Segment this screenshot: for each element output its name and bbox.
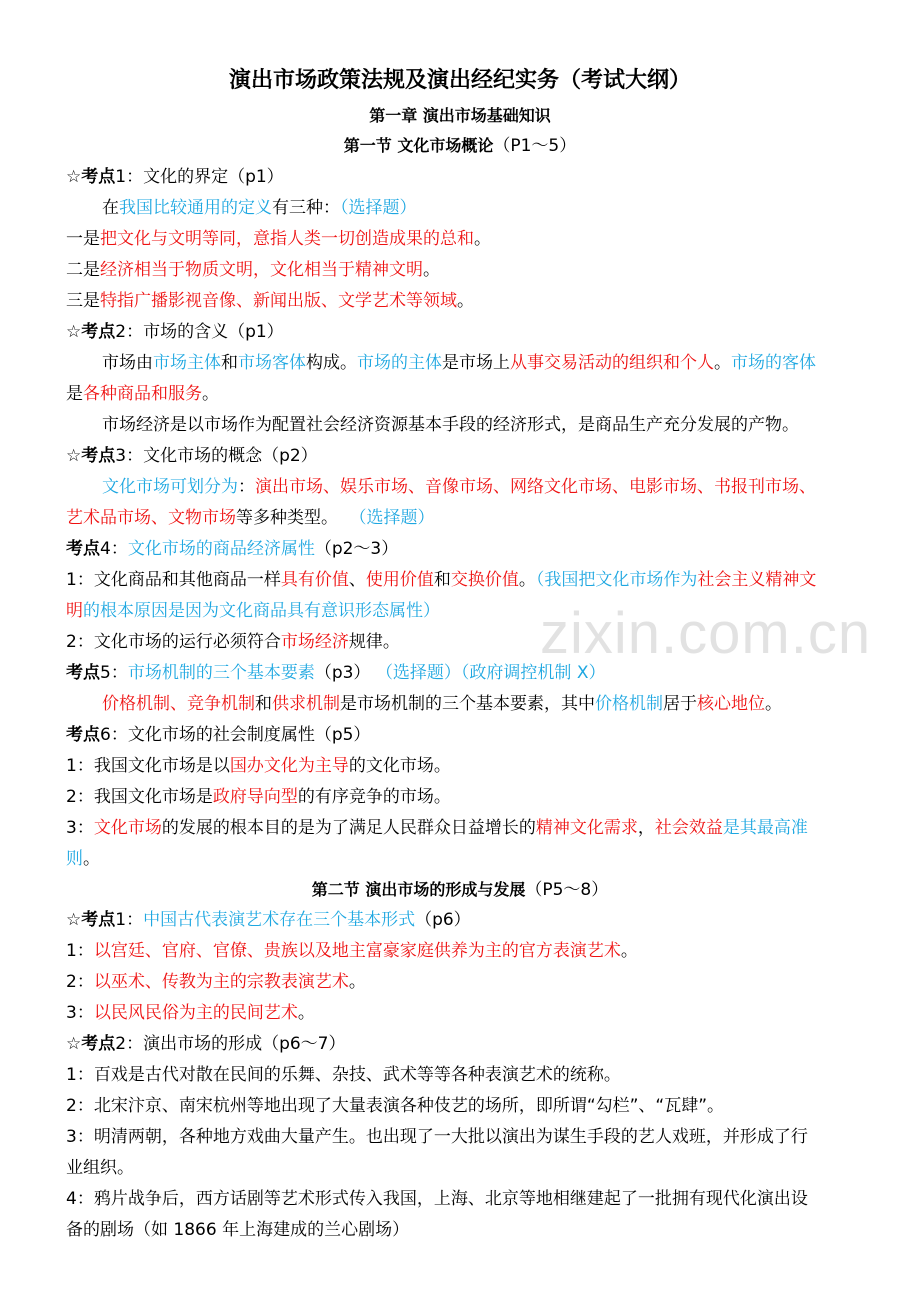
text: 2： — [66, 972, 94, 992]
list-item — [66, 785, 451, 809]
list-item — [66, 289, 474, 313]
text: 。 — [348, 972, 366, 992]
text: 5： — [100, 663, 128, 683]
kaodian-1-4 — [66, 537, 398, 561]
text: （p3） — [314, 663, 371, 683]
star-icon: ☆ — [66, 167, 82, 187]
section-1-heading — [0, 134, 920, 158]
text: 、 — [348, 570, 366, 590]
kaodian-1-6 — [66, 723, 370, 747]
list-item — [66, 754, 451, 778]
text: 的文化市场。 — [348, 756, 451, 776]
highlight-red: 特指广播影视音像、新闻出版、文学艺术等领域 — [100, 291, 457, 311]
text: 。 — [457, 291, 474, 311]
kaodian-label: 考点 — [66, 663, 100, 683]
list-item — [66, 970, 366, 994]
highlight-red: 以巫术、传教为主的宗教表演艺术 — [93, 972, 349, 992]
document-title: 演出市场政策法规及演出经纪实务（考试大纲） — [228, 68, 691, 93]
text: 一是 — [66, 229, 100, 249]
text: 居于 — [663, 694, 697, 714]
text: 规律。 — [348, 632, 400, 652]
text: 三是 — [66, 291, 100, 311]
highlight-red: 交换价值 — [450, 570, 519, 590]
paragraph — [66, 506, 435, 530]
kaodian-label: 考点 — [81, 910, 116, 930]
highlight-blue: 价格机制 — [595, 694, 663, 714]
star-icon: ☆ — [66, 446, 82, 466]
highlight-red: 社会效益 — [654, 818, 723, 838]
text: 在 — [102, 198, 119, 218]
text: 1： — [115, 910, 144, 930]
star-icon: ☆ — [66, 910, 82, 930]
kaodian-label: 考点 — [81, 446, 116, 466]
highlight-red: 文化市场 — [93, 818, 162, 838]
text: 和 — [255, 694, 272, 714]
highlight-red: 明 — [66, 601, 83, 621]
highlight-blue: 市场机制的三个基本要素 — [127, 663, 315, 683]
highlight-red: 经济相当于物质文明，文化相当于精神文明 — [100, 260, 423, 280]
highlight-red: 具有价值 — [280, 570, 349, 590]
list-item — [66, 227, 491, 251]
section-2-pages: （P5～8） — [525, 880, 609, 900]
section-1-label: 第一节 文化市场概论 — [343, 136, 494, 155]
highlight-red: 精神文化需求 — [535, 818, 638, 838]
text: 4： — [100, 539, 128, 559]
list-item-cont: 备的剧场（如 1866 年上海建成的兰心剧场） — [66, 1220, 410, 1240]
highlight-red: 演出市场、娱乐市场、音像市场、网络文化市场、电影市场、书报刊市场、 — [255, 477, 816, 497]
text: 。 — [474, 229, 491, 249]
section-1-pages: （P1～5） — [493, 136, 577, 156]
kaodian-text: 6：文化市场的社会制度属性（p5） — [100, 725, 371, 745]
list-item — [66, 568, 816, 592]
text: 的发展的根本目的是为了满足人民群众日益增长的 — [161, 818, 536, 838]
list-item-cont — [66, 599, 440, 623]
highlight-red: 供求机制 — [272, 694, 340, 714]
kaodian-label: 考点 — [81, 322, 116, 342]
highlight-red: 以宫廷、官府、官僚、贵族以及地主富豪家庭供养为主的官方表演艺术 — [93, 941, 621, 961]
highlight-blue: 市场的主体 — [357, 353, 442, 373]
list-item — [66, 816, 808, 840]
highlight-red: 以民风民俗为主的民间艺术 — [93, 1003, 298, 1023]
text: 是 — [66, 384, 83, 404]
text: ， — [637, 818, 655, 838]
text: 。 — [202, 384, 219, 404]
text: （p6） — [415, 910, 471, 930]
text: （p2～3） — [314, 539, 399, 559]
paragraph — [102, 475, 816, 499]
kaodian-1-3 — [66, 444, 318, 468]
text: 。 — [297, 1003, 315, 1023]
highlight-red: 艺术品市场、文物市场 — [66, 508, 236, 528]
kaodian-text: 2：演出市场的形成（p6～7） — [115, 1034, 346, 1054]
kaodian-1-5 — [66, 661, 606, 685]
highlight-blue: 市场的客体 — [731, 353, 816, 373]
highlight-blue: 的根本原因是因为文化商品具有意识形态属性） — [83, 601, 440, 621]
text: 是市场上 — [442, 353, 510, 373]
list-item — [66, 939, 638, 963]
highlight-red: 社会主义精神文 — [697, 570, 817, 590]
paragraph — [102, 196, 417, 220]
section-2-label: 第二节 演出市场的形成与发展 — [311, 880, 526, 899]
paragraph: 市场经济是以市场作为配置社会经济资源基本手段的经济形式，是商品生产充分发展的产物。 — [102, 415, 799, 435]
highlight-blue: 文化市场可划分为 — [102, 477, 238, 497]
text: 的有序竞争的市场。 — [297, 787, 451, 807]
text: 等多种类型。 — [236, 508, 338, 528]
text: 。 — [83, 849, 100, 869]
highlight-red: 使用价值 — [365, 570, 434, 590]
paragraph — [66, 382, 219, 406]
section-2-heading — [0, 878, 920, 902]
text: 构成。 — [306, 353, 357, 373]
paragraph — [102, 351, 816, 375]
kaodian-text: 3：文化市场的概念（p2） — [115, 446, 318, 466]
highlight-red: 核心地位 — [697, 694, 765, 714]
kaodian-label: 考点 — [81, 1034, 116, 1054]
list-item — [66, 1001, 315, 1025]
highlight-blue: （选择题） — [358, 508, 435, 528]
highlight-blue: （选择题） — [340, 198, 417, 218]
list-item-cont: 业组织。 — [66, 1158, 134, 1178]
paragraph — [102, 692, 782, 716]
kaodian-label: 考点 — [66, 725, 100, 745]
highlight-blue: 文化市场的商品经济属性 — [127, 539, 315, 559]
text: 。 — [423, 260, 440, 280]
highlight-blue: 是其最高准 — [722, 818, 808, 838]
kaodian-label: 考点 — [81, 167, 116, 187]
chapter-heading: 第一章 演出市场基础知识 — [369, 106, 551, 125]
highlight-red: 从事交易活动的组织和个人 — [510, 353, 714, 373]
highlight-red: 政府导向型 — [212, 787, 298, 807]
text: 1：我国文化市场是以 — [66, 756, 230, 776]
text: 。 — [620, 941, 638, 961]
kaodian-1-2 — [66, 320, 284, 344]
star-icon: ☆ — [66, 1034, 82, 1054]
highlight-blue: 我国比较通用的定义 — [119, 198, 272, 218]
list-item: 2：北宋汴京、南宋杭州等地出现了大量表演各种伎艺的场所，即所谓“勾栏”、“瓦肆”。 — [66, 1096, 725, 1116]
text: 二是 — [66, 260, 100, 280]
list-item: 4：鸦片战争后，西方话剧等艺术形式传入我国，上海、北京等地相继建起了一批拥有现代化演出设 — [66, 1189, 808, 1209]
list-item: 1：百戏是古代对散在民间的乐舞、杂技、武术等等各种表演艺术的统称。 — [66, 1065, 621, 1085]
highlight-blue: 则 — [66, 849, 83, 869]
highlight-blue: 中国古代表演艺术存在三个基本形式 — [143, 910, 416, 930]
text: 1：文化商品和其他商品一样 — [66, 570, 281, 590]
text: 是市场机制的三个基本要素，其中 — [340, 694, 595, 714]
text: 和 — [433, 570, 451, 590]
text: 1： — [66, 941, 94, 961]
text: 。 — [765, 694, 782, 714]
kaodian-2-2 — [66, 1032, 346, 1056]
list-item — [66, 258, 440, 282]
text: 2：文化市场的运行必须符合 — [66, 632, 281, 652]
highlight-blue: 市场主体 — [153, 353, 221, 373]
highlight-red: 市场经济 — [280, 632, 349, 652]
watermark: zixin.com.cn — [540, 601, 872, 666]
list-item: 3：明清两朝，各种地方戏曲大量产生。也出现了一大批以演出为谋生手段的艺人戏班，并形成了行 — [66, 1127, 808, 1147]
text: 2：我国文化市场是 — [66, 787, 213, 807]
text: 3： — [66, 1003, 94, 1023]
text: 市场由 — [102, 353, 153, 373]
highlight-red: 各种商品和服务 — [83, 384, 202, 404]
kaodian-text: 1：文化的界定（p1） — [115, 167, 284, 187]
kaodian-1-1 — [66, 165, 284, 189]
text: 和 — [221, 353, 238, 373]
text: ： — [238, 477, 255, 497]
highlight-red: 价格机制、竞争机制 — [102, 694, 255, 714]
kaodian-label: 考点 — [66, 539, 100, 559]
list-item-cont — [66, 847, 100, 871]
star-icon: ☆ — [66, 322, 82, 342]
highlight-blue: （选择题）（政府调控机制 X） — [384, 663, 606, 683]
text: 。 — [714, 353, 731, 373]
text: 。 — [518, 570, 536, 590]
kaodian-2-1 — [66, 908, 471, 932]
highlight-red: 把文化与文明等同，意指人类一切创造成果的总和 — [100, 229, 474, 249]
text: 有三种： — [272, 198, 340, 218]
kaodian-text: 2：市场的含义（p1） — [115, 322, 284, 342]
highlight-red: 国办文化为主导 — [229, 756, 349, 776]
text: 3： — [66, 818, 94, 838]
highlight-blue: 市场客体 — [238, 353, 306, 373]
list-item — [66, 630, 400, 654]
highlight-blue: （我国把文化市场作为 — [535, 570, 698, 590]
